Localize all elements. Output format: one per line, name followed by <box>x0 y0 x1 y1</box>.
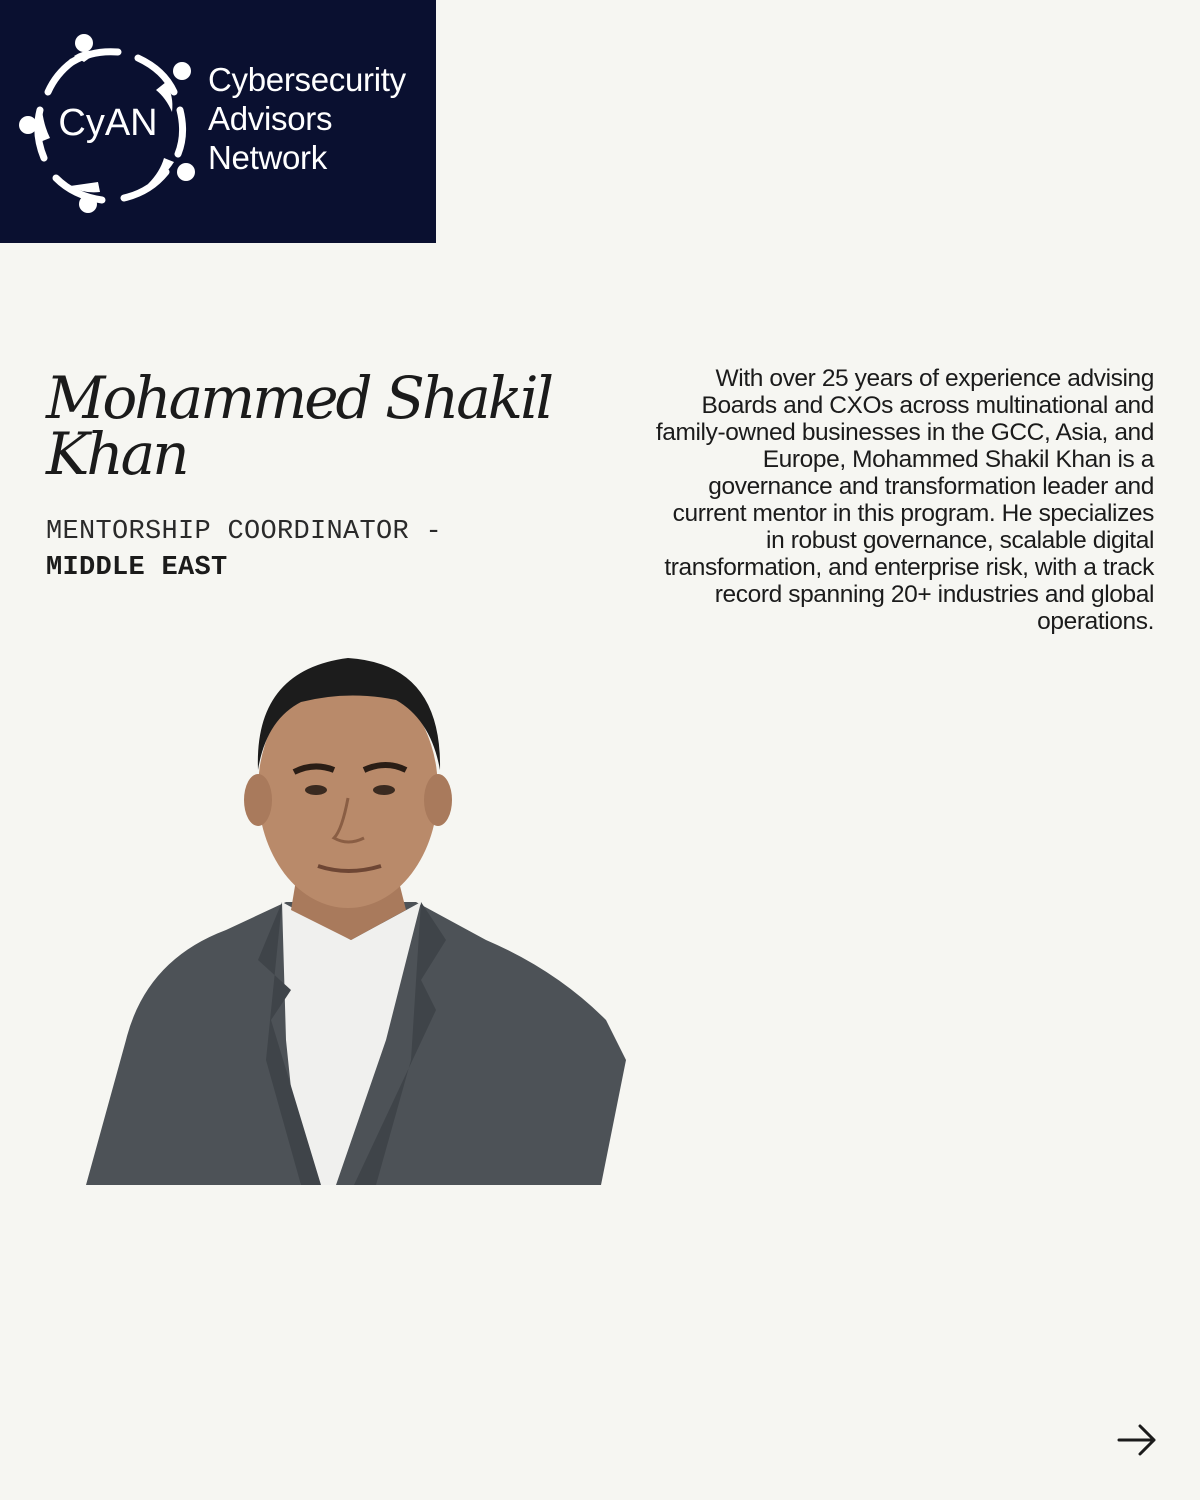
logo-monogram: CyAN <box>58 102 158 144</box>
role-region: MIDDLE EAST <box>46 553 228 583</box>
role-title: MENTORSHIP COORDINATOR - <box>46 517 443 547</box>
brand-name <box>208 60 406 177</box>
cyan-network-logo-icon <box>14 26 204 220</box>
brand-name-line: Advisors <box>208 100 333 137</box>
portrait-photo <box>86 640 626 1185</box>
person-role <box>46 514 566 586</box>
person-name-line: Mohammed Shakil <box>46 364 552 432</box>
person-name <box>46 364 606 488</box>
brand-panel <box>0 0 436 243</box>
brand-name-line: Cybersecurity <box>208 61 406 98</box>
person-name-line: Khan <box>46 420 187 488</box>
brand-name-line: Network <box>208 139 327 176</box>
arrow-right-icon[interactable] <box>1116 1422 1158 1458</box>
person-bio: With over 25 years of experience advising Boards and CXOs across multinational and family-owned businesses in the GCC, Asia, and Europe, Mohammed Shakil Khan is a governance and transformation leader and current mentor in this program. He specializes in robust governance, scalable digital transformation, and enterprise risk, with a track record spanning 20+ industries and global operations. <box>655 365 1154 635</box>
